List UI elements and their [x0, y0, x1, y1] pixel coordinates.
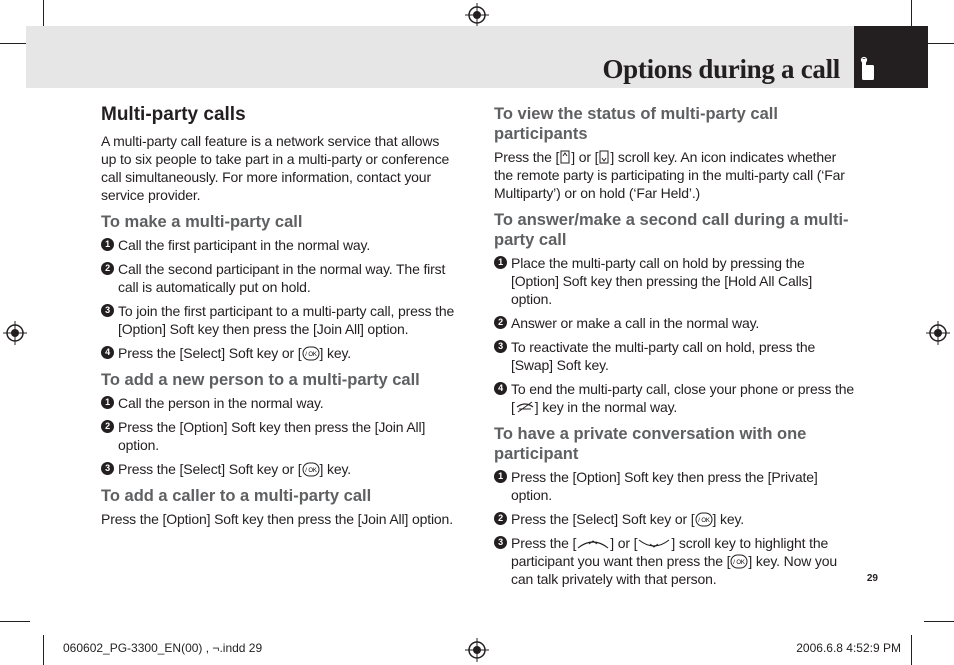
list-item: 4 To end the multi-party call, close your phone or press the [ ] key in the normal way.	[494, 380, 856, 416]
ok-key-icon	[695, 512, 713, 527]
step-number-icon: 1	[101, 238, 114, 251]
registration-mark-icon	[3, 321, 27, 345]
private-heading: To have a private conversation with one participant	[494, 425, 807, 463]
footer-timestamp: 2006.6.8 4:52:9 PM	[796, 641, 901, 655]
scroll-down-key-icon	[598, 149, 610, 165]
make-call-heading: To make a multi-party call	[101, 213, 303, 231]
list-item: 1 Place the multi-party call on hold by pressing the [Option] Soft key then pressing the [Hold All Calls] option.	[494, 254, 856, 308]
list-item: 3 To reactivate the multi-party call on hold, press the [Swap] Soft key.	[494, 338, 856, 374]
list-item: 4 Press the [Select] Soft key or [ / OK ] key.	[101, 344, 455, 362]
scroll-up-key-icon	[559, 149, 571, 165]
scroll-down-key-icon	[637, 537, 671, 551]
right-column	[494, 104, 856, 596]
add-caller-heading: To add a caller to a multi-party call	[101, 487, 372, 505]
step-number-icon: 1	[101, 396, 114, 409]
add-person-steps	[101, 394, 455, 478]
list-item: 2 Press the [Select] Soft key or [ / OK ] key.	[494, 510, 856, 528]
phone-handset-icon	[857, 56, 879, 82]
list-item: 3 Press the [ ] or [ ] scroll key to highlight the participant you want then press the [ / OK ] key. Now you can talk privately with that person.	[494, 534, 856, 588]
view-status-text: Press the [ ] or [ ] scroll key. An icon indicates whether the remote party is participating in the multi-party call (‘Far Multiparty’) or on hold (‘Far Held’.)	[494, 149, 845, 201]
intro-paragraph: A multi-party call feature is a network service that allows up to six people to take part in a multi-party or conference call simultaneously. For more information, contact your service provider.	[101, 133, 450, 203]
make-call-steps	[101, 236, 455, 362]
step-number-icon: 4	[101, 346, 114, 359]
svg-text:/ OK: / OK	[697, 518, 710, 524]
list-item: 3 To join the first participant to a multi-party call, press the [Option] Soft key then press the [Join All] option.	[101, 302, 455, 338]
svg-text:/ OK: / OK	[304, 352, 317, 358]
list-item: 3 Press the [Select] Soft key or [ / OK ] key.	[101, 460, 455, 478]
step-number-icon: 2	[101, 420, 114, 433]
add-caller-text: Press the [Option] Soft key then press the [Join All] option.	[101, 511, 453, 527]
section-title: Multi-party calls	[101, 104, 246, 125]
step-number-icon: 3	[494, 340, 507, 353]
page-title: Options during a call	[602, 54, 840, 84]
registration-mark-icon	[926, 321, 950, 345]
crop-mark	[911, 635, 912, 665]
step-number-icon: 2	[494, 316, 507, 329]
list-item: 2 Press the [Option] Soft key then press the [Join All] option.	[101, 418, 455, 454]
scroll-up-key-icon	[576, 537, 610, 551]
ok-key-icon	[730, 554, 748, 569]
svg-text:/ OK: / OK	[733, 560, 746, 566]
chapter-tab	[854, 26, 928, 88]
crop-mark	[924, 43, 954, 44]
step-number-icon: 3	[101, 462, 114, 475]
svg-text:/ OK: / OK	[304, 468, 317, 474]
footer-file-info: 060602_PG-3300_EN(00) , ¬.indd 29	[63, 641, 263, 655]
list-item: 2 Answer or make a call in the normal way.	[494, 314, 856, 332]
ok-key-icon	[302, 462, 320, 477]
step-number-icon: 3	[101, 304, 114, 317]
step-number-icon: 1	[494, 256, 507, 269]
ok-key-icon	[302, 346, 320, 361]
view-status-heading: To view the status of multi-party call participants	[494, 105, 778, 143]
crop-mark	[0, 621, 30, 622]
crop-mark	[924, 621, 954, 622]
step-number-icon: 2	[494, 512, 507, 525]
step-number-icon: 2	[101, 262, 114, 275]
registration-mark-icon	[465, 638, 489, 662]
registration-mark-icon	[465, 3, 489, 27]
step-number-icon: 3	[494, 536, 507, 549]
private-steps	[494, 468, 856, 588]
list-item: 2 Call the second participant in the normal way. The first call is automatically put on hold.	[101, 260, 455, 296]
list-item: 1 Call the person in the normal way.	[101, 394, 455, 412]
crop-mark	[43, 635, 44, 665]
list-item: 1 Press the [Option] Soft key then press the [Private] option.	[494, 468, 856, 504]
end-call-key-icon	[515, 399, 535, 415]
second-call-steps	[494, 254, 856, 416]
add-person-heading: To add a new person to a multi-party call	[101, 371, 420, 389]
step-number-icon: 1	[494, 470, 507, 483]
page-number: 29	[866, 573, 878, 584]
list-item: 1 Call the first participant in the normal way.	[101, 236, 455, 254]
left-column	[101, 104, 455, 536]
second-call-heading: To answer/make a second call during a multi-party call	[494, 211, 849, 249]
step-number-icon: 4	[494, 382, 507, 395]
